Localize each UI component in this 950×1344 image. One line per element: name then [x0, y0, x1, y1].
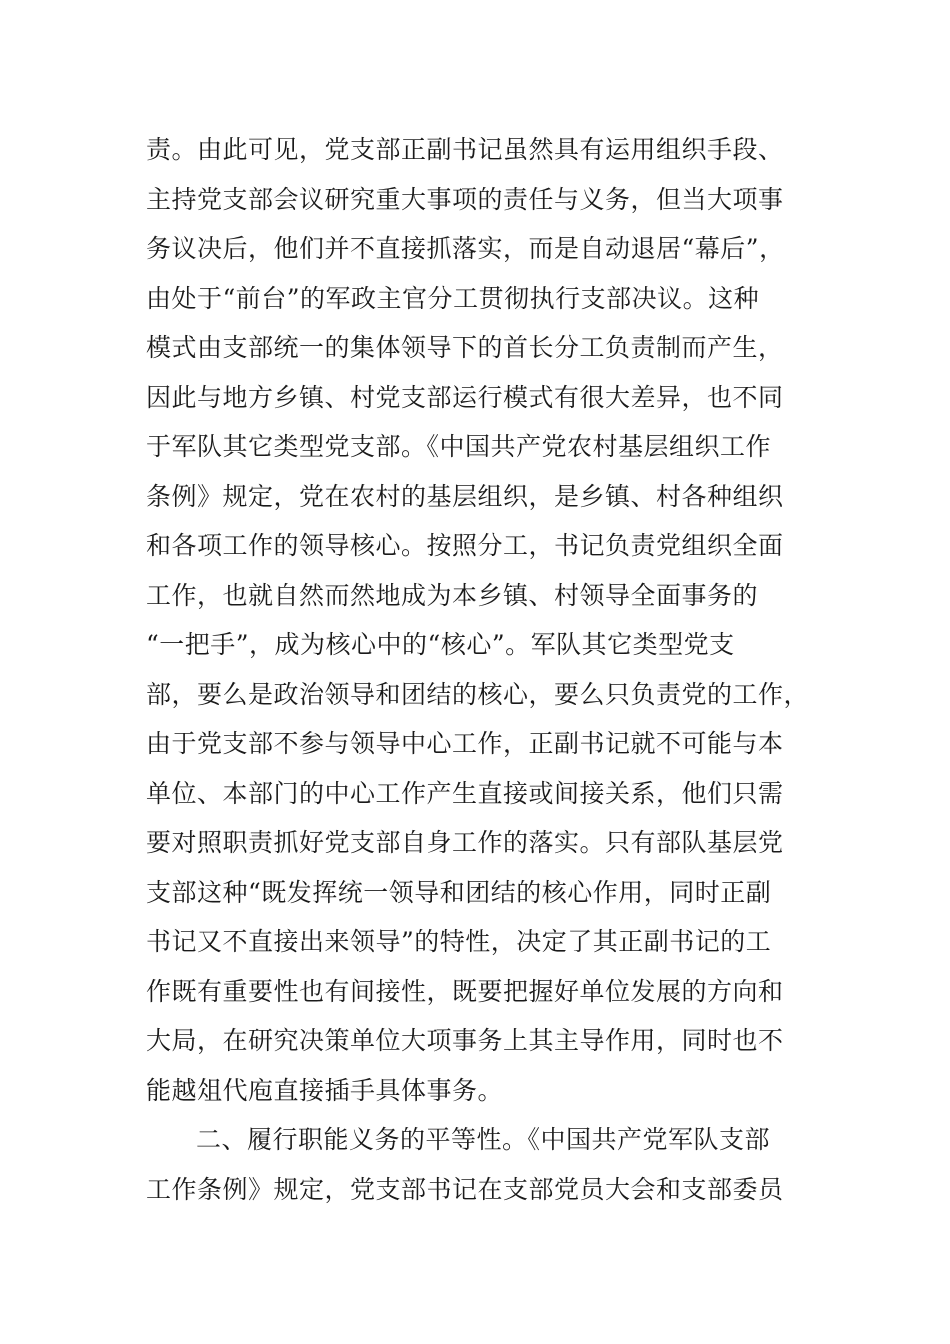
text-line: 工作条例》规定，党支部书记在支部党员大会和支部委员 [146, 1174, 784, 1204]
text-line: “一把手”，成为核心中的“核心”。军队其它类型党支 [146, 630, 735, 659]
text-line: 由于党支部不参与领导中心工作，正副书记就不可能与本 [146, 729, 784, 758]
text-line: 模式由支部统一的集体领导下的首长分工负责制而产生， [146, 333, 784, 362]
text-line: 条例》规定，党在农村的基层组织，是乡镇、村各种组织 [146, 481, 784, 511]
text-line: 书记又不直接出来领导”的特性，决定了其正副书记的工 [146, 927, 772, 956]
text-line: 责。由此可见，党支部正副书记虽然具有运用组织手段、 [146, 135, 784, 164]
text-line: 作既有重要性也有间接性，既要把握好单位发展的方向和 [146, 976, 784, 1006]
text-line: 因此与地方乡镇、村党支部运行模式有很大差异，也不同 [146, 382, 784, 412]
text-line: 大局，在研究决策单位大项事务上其主导作用，同时也不 [146, 1026, 784, 1055]
section-heading-line: 二、履行职能义务的平等性。《中国共产党军队支部 [196, 1125, 771, 1154]
text-line: 支部这种“既发挥统一领导和团结的核心作用，同时正副 [146, 877, 772, 907]
text-line: 由处于“前台”的军政主官分工贯彻执行支部决议。这种 [146, 283, 760, 313]
text-line: 主持党支部会议研究重大事项的责任与义务，但当大项事 [146, 184, 784, 214]
text-line: 务议决后，他们并不直接抓落实，而是自动退居“幕后”， [146, 234, 785, 263]
text-line: 部，要么是政治领导和团结的核心，要么只负责党的工作， [146, 679, 810, 709]
text-line: 和各项工作的领导核心。按照分工，书记负责党组织全面 [146, 531, 784, 560]
body-text [146, 125, 810, 1214]
text-line: 能越俎代庖直接插手具体事务。 [146, 1075, 504, 1105]
text-line: 工作，也就自然而然地成为本乡镇、村领导全面事务的 [146, 580, 759, 610]
text-line: 要对照职责抓好党支部自身工作的落实。只有部队基层党 [146, 828, 784, 857]
text-line: 单位、本部门的中心工作产生直接或间接关系，他们只需 [146, 778, 784, 808]
text-line: 于军队其它类型党支部。《中国共产党农村基层组织工作 [146, 432, 772, 461]
